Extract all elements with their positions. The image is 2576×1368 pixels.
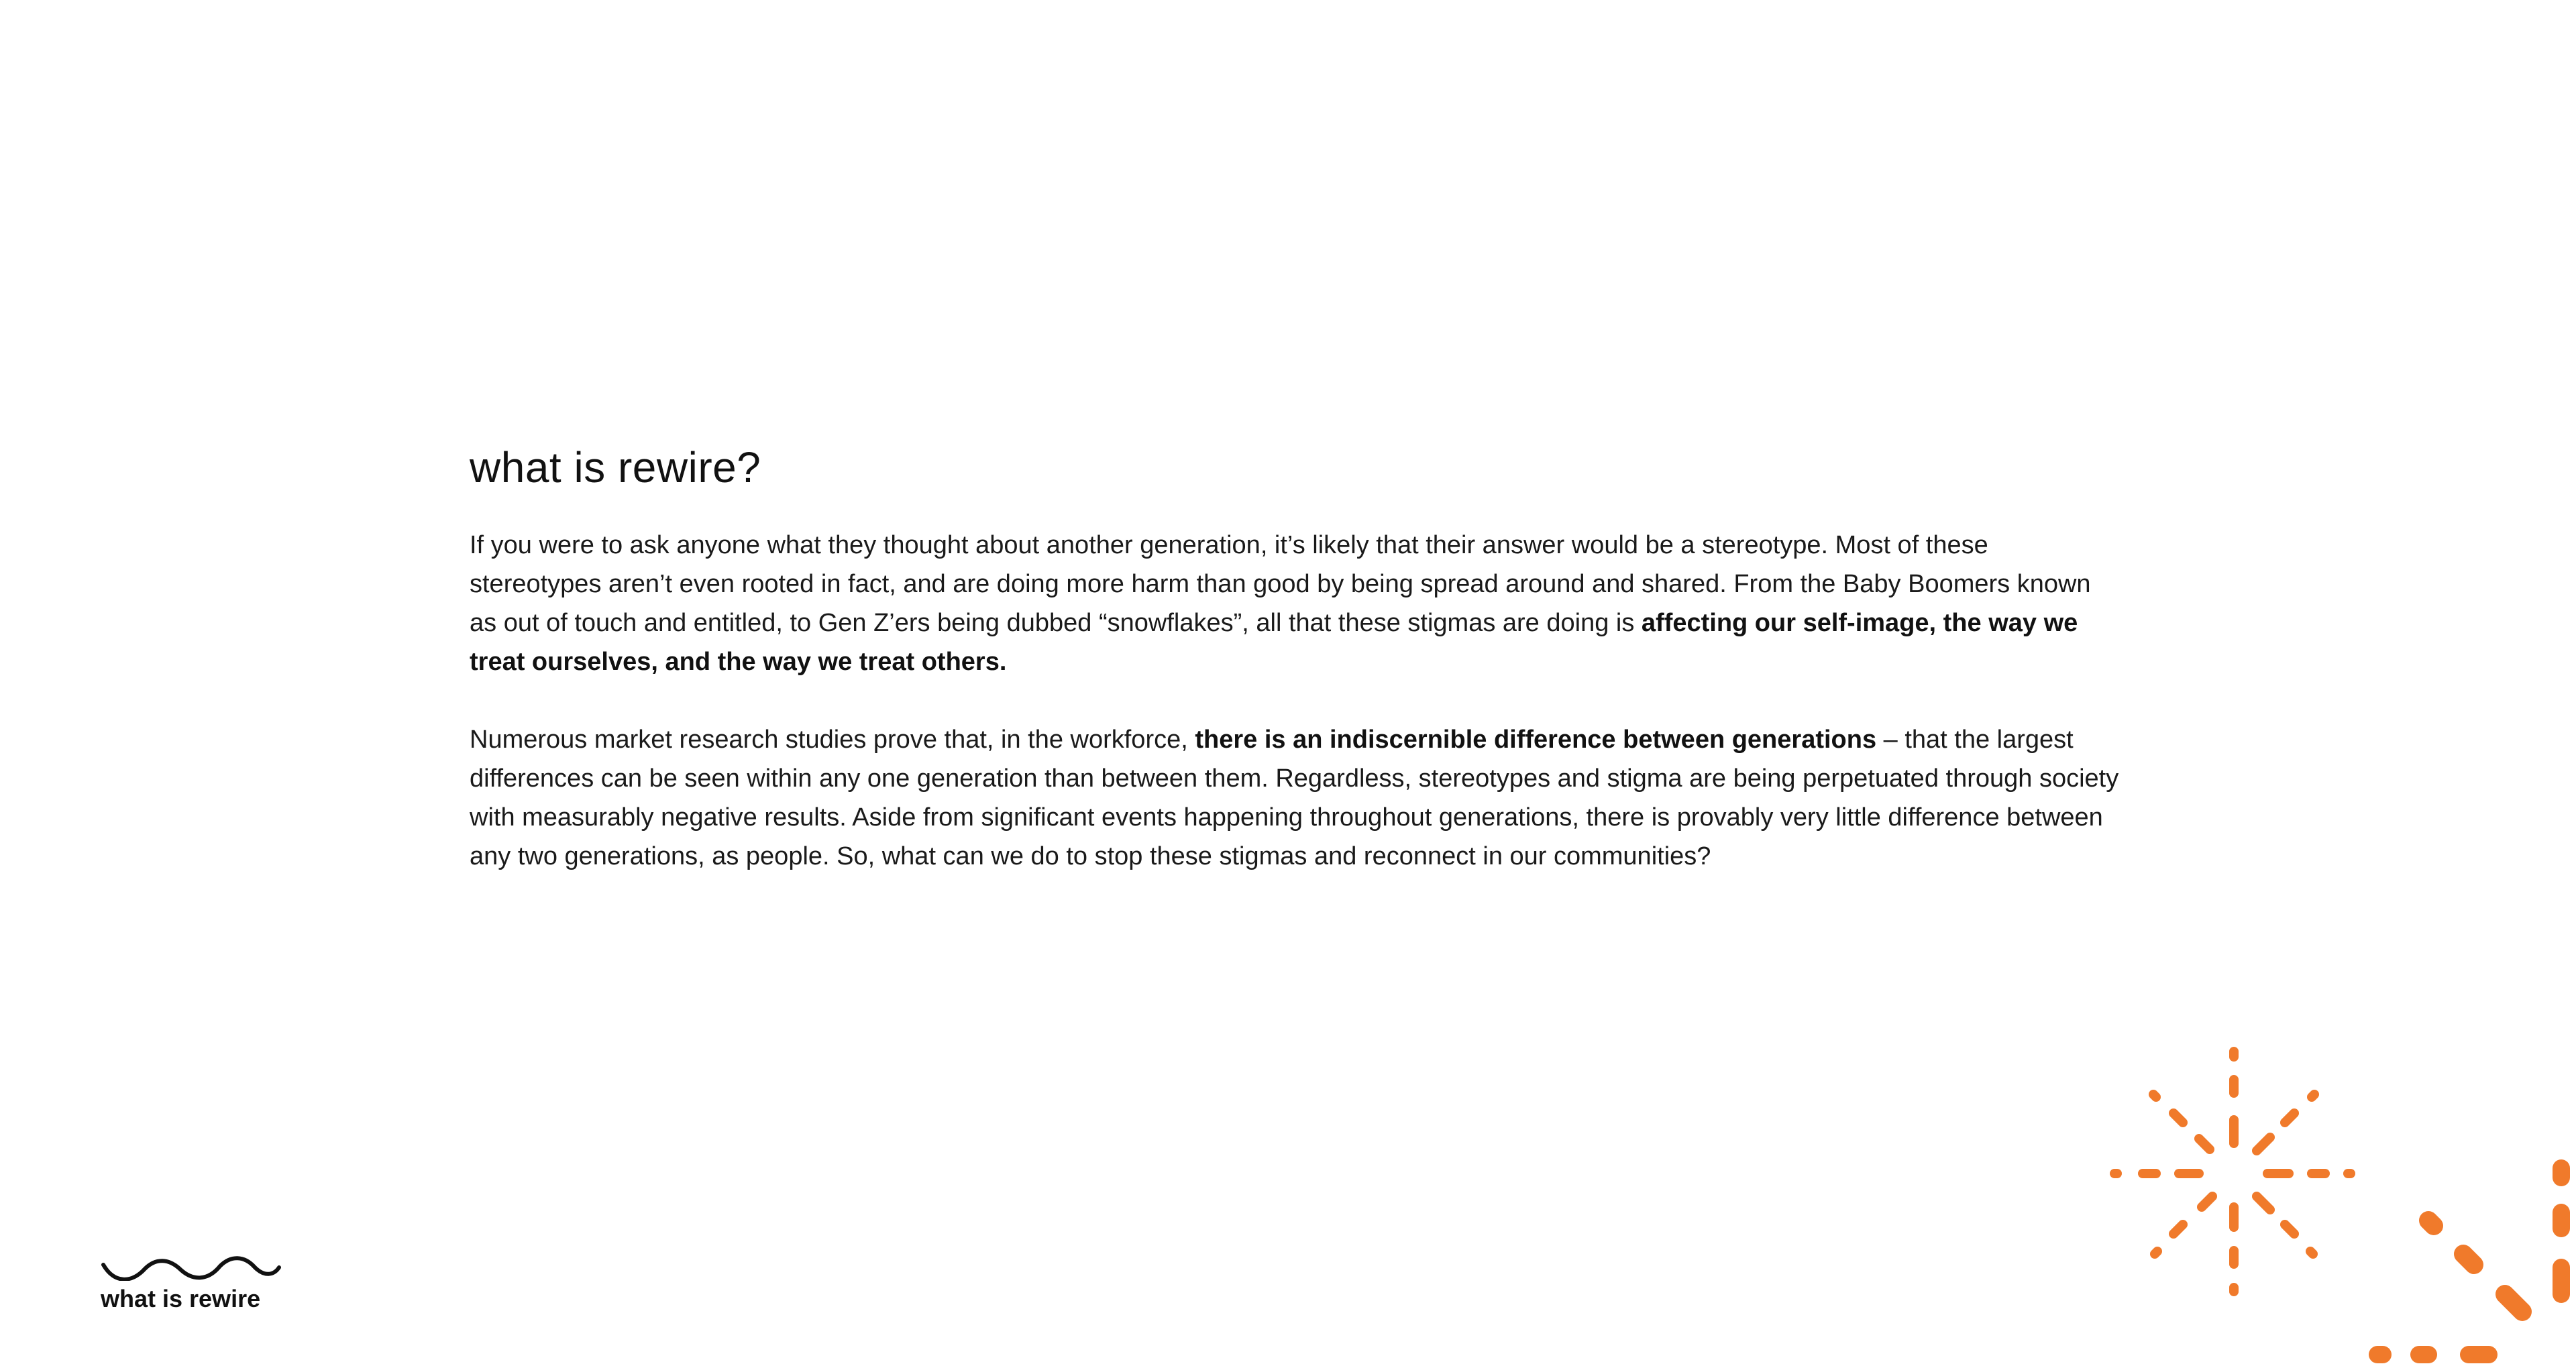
intro-paragraph [470,526,2120,681]
intro-paragraph-text: If you were to ask anyone what they thought about another generation, it’s likely that their answer would be a stereotype. Most of these stereotypes aren’t even rooted in fact, and are doing more harm than good by being spread around and shared. From the Baby Boomers known as out of touch and entitled, to Gen Z’ers being dubbed “snowflakes”, all that these stigmas are doing is [470,531,2091,637]
main-content [470,443,2120,915]
page-title: what is rewire? [470,443,761,492]
dashed-starburst-icon [2093,1046,2576,1368]
intro-paragraph-emphasis: affecting our self-image, the way we treat ourselves, and the way we treat others. [470,609,2078,676]
research-paragraph-lead: Numerous market research studies prove that, in the workforce, [470,726,1195,754]
footer-logo [101,1254,302,1313]
research-paragraph-emphasis: there is an indiscernible difference between generations [1195,726,1877,754]
wave-line-icon [101,1254,282,1281]
logo-label: what is rewire [101,1285,261,1312]
research-paragraph [470,720,2120,876]
research-paragraph-rest: – that the largest differences can be seen within any one generation than between them. Regardless, stereotypes and stigma are being perpetuated through society with measurably negative results. Aside from significant events happening throughout generations, there is provably very little difference between any two generations, as people. So, what can we do to stop these stigmas and reconnect in our communities? [470,726,2119,870]
